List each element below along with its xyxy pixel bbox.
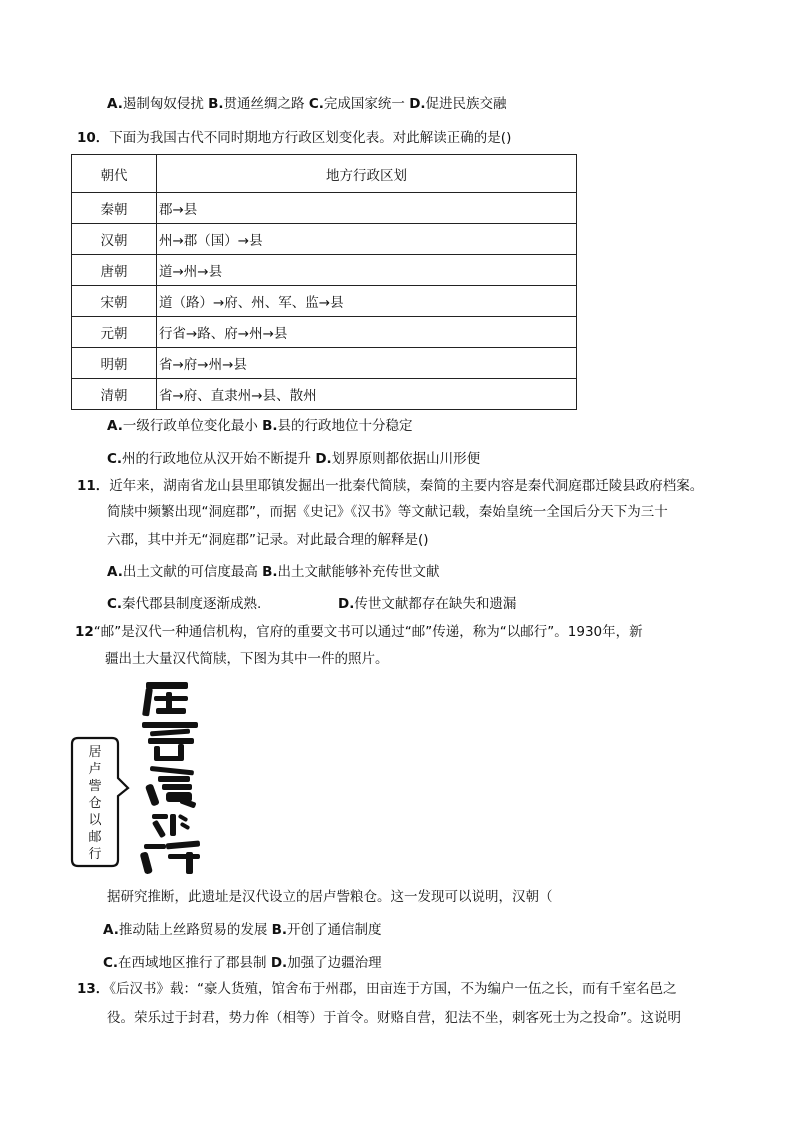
q11-option-c: C.秦代郡县制度逐渐成熟. [107,596,262,612]
table-row: 汉朝 州→郡（国）→县 [72,224,577,255]
callout-text [88,745,102,862]
table-row: 宋朝 道（路）→府、州、军、监→县 [72,286,577,317]
q12-options-cd: C.在西域地区推行了郡县制 D.加强了边疆治理 [103,955,382,971]
table-row: 清朝 省→府、直隶州→县、散州 [72,379,577,410]
q10-options-ab: A.一级行政单位变化最小 B.县的行政地位十分稳定 [107,418,413,434]
callout-char: 卢 [88,762,102,777]
callout-char: 邮 [88,830,102,845]
callout-char: 仓 [88,796,102,811]
table-row: 元朝 行省→路、府→州→县 [72,317,577,348]
header-dynasty: 朝代 [72,155,157,193]
q11-stem-line-1: 11．近年来，湖南省龙山县里耶镇发掘出一批秦代简牍，秦简的主要内容是秦代洞庭郡迁陵县政府档案。 [77,478,704,494]
q13-stem-line-1: 13．《后汉书》载：“豪人货殖，馆舍布于州郡，田亩连于方国，不为编户一伍之长，而有千室名邑之 [77,981,677,997]
q10-options-cd: C.州的行政地位从汉开始不断提升 D.划界原则都依据山川形便 [107,451,481,467]
table-row: 秦朝 郡→县 [72,193,577,224]
q12-stem-line-1: 12“邮”是汉代一种通信机构，官府的重要文书可以通过“邮”传递，称为“以邮行”。1930年，新 [75,624,643,640]
table-header-row [72,155,577,193]
callout-char: 行 [88,847,102,862]
calligraphy-glyphs [140,682,201,875]
q11-stem-line-3: 六郡，其中并无“洞庭郡”记录。对此最合理的解释是() [107,532,429,548]
q10-stem: 10．下面为我国古代不同时期地方行政区划变化表。对此解读正确的是() [77,130,512,146]
callout-char: 以 [88,813,102,828]
q9-options: A.遏制匈奴侵扰 B.贯通丝绸之路 C.完成国家统一 D.促进民族交融 [107,96,507,112]
table-row: 明朝 省→府→州→县 [72,348,577,379]
bamboo-slip-photo [70,676,210,876]
table-row: 唐朝 道→州→县 [72,255,577,286]
q11-stem-line-2: 简牍中频繁出现“洞庭郡”，而据《史记》《汉书》等文献记载，秦始皇统一全国后分天下为三十 [107,504,668,520]
q12-stem-line-2: 疆出土大量汉代简牍，下图为其中一件的照片。 [105,651,389,667]
callout-char: 居 [88,745,102,760]
q12-options-ab: A.推动陆上丝路贸易的发展 B.开创了通信制度 [103,922,382,938]
q12-after-figure: 据研究推断，此遗址是汉代设立的居卢訾粮仓。这一发现可以说明，汉朝（ [107,889,553,905]
q11-options-ab: A.出土文献的可信度最高 B.出土文献能够补充传世文献 [107,564,440,580]
q13-stem-line-2: 役。荣乐过于封君，势力侔（相等）于首令。财赂自营，犯法不坐，刺客死士为之投命”。这说明 [107,1010,681,1026]
header-division: 地方行政区划 [157,155,577,193]
q11-option-d: D.传世文献都存在缺失和遗漏 [338,596,517,612]
admin-division-table [71,154,577,410]
callout-char: 訾 [88,779,102,794]
